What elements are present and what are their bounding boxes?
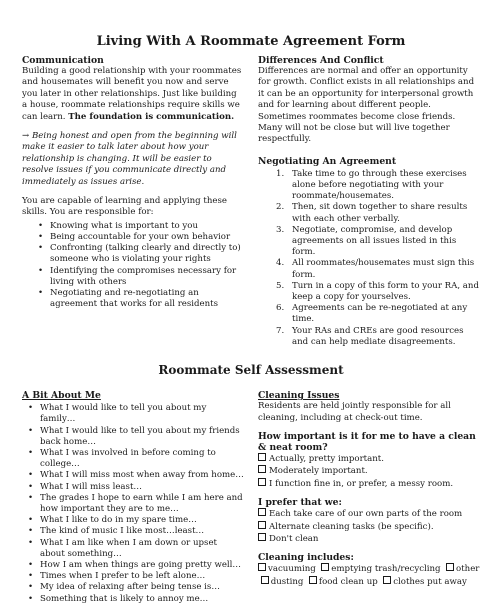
cleaning-tasks-row [258, 576, 480, 588]
list-item: • What I would like to tell you about my friends back home… [30, 426, 244, 448]
task-label: dusting [270, 576, 304, 587]
checkbox-option[interactable] [258, 533, 480, 545]
step-number: 3. [276, 224, 285, 235]
about-me-heading: A Bit About Me [22, 390, 101, 402]
step-number: 4. [276, 258, 285, 269]
cleanliness-question: How important is it for me to have a clean & neat room? [258, 430, 476, 453]
list-item: • What I like to do in my spare time… [30, 515, 244, 526]
checkbox-icon[interactable] [258, 563, 266, 571]
option-label: Don't clean [269, 533, 319, 544]
checkbox-option[interactable] [258, 508, 480, 520]
cleaning-heading: Cleaning Issues [258, 390, 340, 402]
checkbox-option[interactable] [258, 453, 480, 465]
task-label: food clean up [318, 576, 378, 587]
list-item: • Knowing what is important to you [40, 221, 244, 232]
differences-heading: Differences And Conflict [258, 55, 384, 66]
list-item [276, 168, 480, 203]
list-item [276, 202, 480, 224]
skills-intro: You are capable of learning and applying these skills. You are responsible for: [22, 196, 227, 218]
page-title: Living With A Roommate Agreement Form [96, 34, 406, 49]
list-item [276, 325, 480, 348]
task-label: clothes put away [393, 576, 467, 587]
checkbox-option[interactable] [258, 521, 480, 533]
list-item [276, 280, 480, 303]
cleaning-tasks-row [258, 563, 480, 575]
about-me-section [22, 390, 244, 605]
cleaning-section [258, 390, 480, 605]
right-top-column [258, 55, 480, 348]
checkbox-icon[interactable] [309, 576, 317, 584]
cleaning-preference-question: I prefer that we: [258, 497, 342, 509]
checkbox-icon[interactable] [258, 533, 266, 541]
list-item [276, 303, 480, 325]
list-item: • What I will miss most when away from home… [30, 470, 244, 481]
step-number: 6. [276, 303, 285, 314]
communication-paragraph [22, 66, 244, 123]
differences-paragraph: Differences are normal and offer an opportunity for growth. Conflict exists in all relationships and it can be an opportunity for interpersonal growth and for learning about different people. Sometimes roommates become close friends. Many will not be close but will live together respectfully. [258, 66, 475, 145]
list-item: • How I am when things are going pretty well… [30, 560, 244, 571]
cleaning-includes-heading: Cleaning includes: [258, 552, 354, 564]
step-number: 7. [276, 325, 285, 336]
checkbox-icon[interactable] [446, 563, 454, 571]
checkbox-icon[interactable] [258, 521, 266, 529]
step-text: Your RAs and CREs are good resources and can help mediate disagreements. [292, 325, 464, 347]
checkbox-icon[interactable] [321, 563, 329, 571]
step-text: Negotiate, compromise, and develop agreements on all issues listed in this form. [292, 224, 457, 258]
list-item: • What I was involved in before coming to college… [30, 448, 244, 470]
checkbox-option[interactable] [258, 478, 480, 490]
step-text: Then, sit down together to share results with each other verbally. [292, 202, 468, 224]
list-item: • Something that is likely to annoy me… [30, 594, 244, 605]
cleaning-paragraph: Residents are held jointly responsible for all cleaning, including at check-out time. [258, 401, 451, 423]
communication-italic [22, 131, 244, 188]
communication-bold: The foundation is communication. [68, 111, 235, 122]
list-item: • What I will miss least… [30, 482, 244, 493]
list-item: • The grades I hope to earn while I am here and how important they are to me… [30, 493, 244, 515]
self-assessment-title: Roommate Self Assessment [158, 363, 344, 378]
checkbox-icon[interactable] [383, 576, 391, 584]
negotiating-steps [258, 169, 480, 348]
communication-text: Building a good relationship with your roommates and housemates will benefit you now and serve you later in other relationships. Just like building a house, roommate relationships require skills we can learn. [22, 66, 242, 122]
communication-section [22, 55, 244, 348]
communication-heading: Communication [22, 55, 104, 66]
option-label: Alternate cleaning tasks (be specific). [269, 521, 434, 532]
step-number: 2. [276, 202, 285, 213]
top-columns [22, 55, 480, 348]
step-text: Agreements can be re-negotiated at any time. [292, 303, 468, 325]
checkbox-icon[interactable] [258, 508, 266, 516]
list-item: • Identifying the compromises necessary for living with others [40, 266, 244, 288]
option-label: Each take care of our own parts of the room [269, 509, 463, 520]
step-text: Turn in a copy of this form to your RA, and keep a copy for yourselves. [292, 280, 479, 303]
about-me-list [22, 403, 244, 605]
option-label: Moderately important. [269, 466, 368, 477]
step-number: 5. [276, 280, 285, 291]
list-item: • My idea of relaxing after being tense is… [30, 582, 244, 593]
option-label: I function fine in, or prefer, a messy room. [269, 478, 454, 489]
step-text: Take time to go through these exercises alone before negotiating with your roommate/housemates. [292, 168, 467, 202]
list-item: • What I am like when I am down or upset about something… [30, 538, 244, 560]
right-arrow-icon: → [22, 131, 30, 142]
list-item: • What I would like to tell you about my family… [30, 403, 244, 425]
step-number: 1. [276, 168, 285, 179]
list-item: • Confronting (talking clearly and directly to) someone who is violating your rights [40, 243, 244, 265]
checkbox-icon[interactable] [258, 465, 266, 473]
communication-italic-text: Being honest and open from the beginning will make it easier to talk later about how your relationship is changing. It will be easier to resolve issues if you communicate directly and immediately as issues arise. [22, 131, 237, 187]
checkbox-icon[interactable] [258, 478, 266, 486]
checkbox-option[interactable] [258, 465, 480, 477]
list-item [276, 258, 480, 280]
step-text: All roommates/housemates must sign this form. [292, 258, 475, 280]
negotiating-heading: Negotiating An Agreement [258, 155, 397, 167]
list-item [276, 224, 480, 259]
checkbox-icon[interactable] [261, 576, 269, 584]
skills-list [22, 221, 244, 311]
list-item: • Being accountable for your own behavior [40, 232, 244, 243]
list-item: • Negotiating and re-negotiating an agreement that works for all residents [40, 288, 244, 310]
task-label: other [456, 564, 480, 575]
task-label: emptying trash/recycling [331, 564, 441, 575]
task-label: vacuuming [268, 564, 316, 575]
list-item: • The kind of music I like most…least… [30, 526, 244, 537]
list-item: • Times when I prefer to be left alone… [30, 571, 244, 582]
checkbox-icon[interactable] [258, 453, 266, 461]
option-label: Actually, pretty important. [269, 453, 384, 464]
bottom-columns [22, 390, 480, 605]
